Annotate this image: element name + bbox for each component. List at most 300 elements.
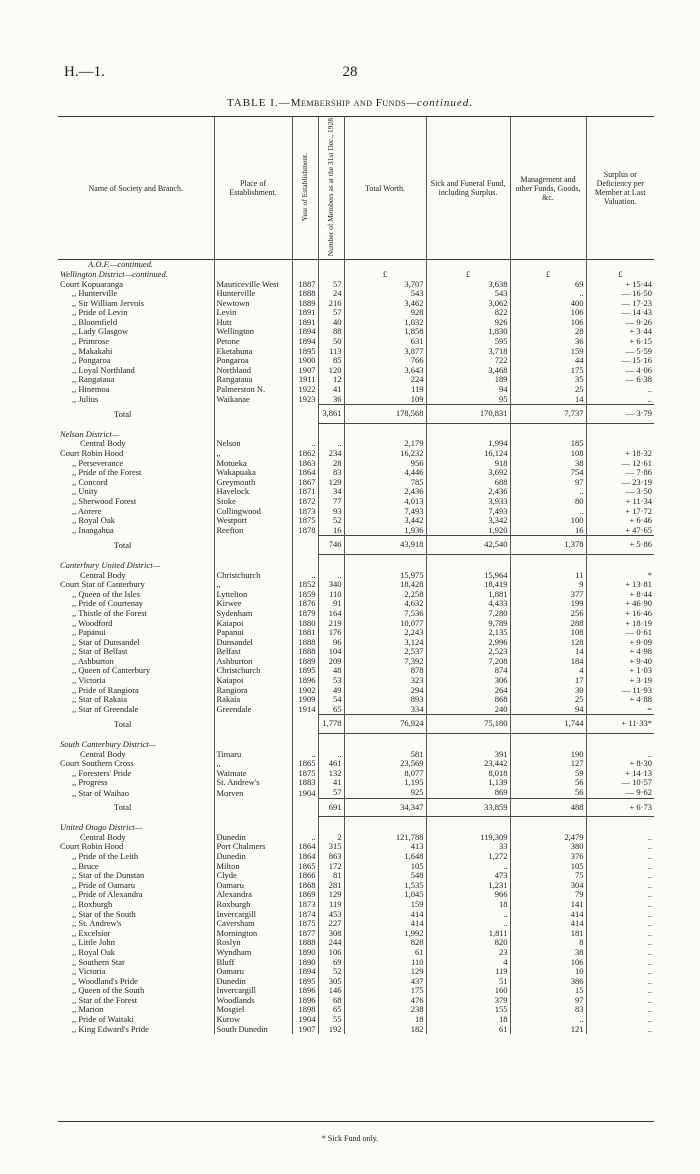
- sick-funeral-fund: 33: [426, 842, 510, 852]
- surplus-per-member: ..: [586, 929, 654, 939]
- empty-cell: [214, 536, 292, 555]
- management-funds: 79: [510, 890, 586, 900]
- management-funds: 38: [510, 459, 586, 469]
- surplus-per-member: ..: [586, 881, 654, 891]
- total-members: 3,861: [318, 405, 344, 424]
- total-worth: 224: [344, 375, 426, 385]
- table-row: [58, 289, 654, 299]
- total-worth: 8,077: [344, 769, 426, 779]
- place-of-establishment: Oamaru: [214, 881, 292, 891]
- management-funds: 83: [510, 1005, 586, 1015]
- total-label: Total: [114, 802, 132, 813]
- place-of-establishment: Reefton: [214, 526, 292, 536]
- empty-cell: [214, 430, 292, 440]
- table-row: [58, 666, 654, 676]
- district-heading-row: [58, 270, 654, 280]
- place-of-establishment: Milton: [214, 862, 292, 872]
- member-count: 234: [318, 449, 344, 459]
- total-worth: 1,032: [344, 318, 426, 328]
- management-funds: 25: [510, 695, 586, 705]
- member-count: 88: [318, 327, 344, 337]
- year-established: 1862: [292, 449, 318, 459]
- total-worth: 121,788: [344, 833, 426, 843]
- branch-name: ,, Queen of the Isles: [72, 589, 140, 599]
- place-of-establishment: Dunedin: [214, 852, 292, 862]
- place-of-establishment: Havelock: [214, 487, 292, 497]
- sick-funeral-fund: 1,881: [426, 590, 510, 600]
- branch-name: Court Star of Canterbury: [60, 580, 145, 590]
- branch-name: Court Robin Hood: [60, 449, 124, 458]
- branch-name: ,, King Edward's Pride: [72, 1024, 149, 1034]
- member-count: 216: [318, 299, 344, 309]
- branch-name: ,, Royal Oak: [72, 516, 115, 526]
- management-funds: 386: [510, 977, 586, 987]
- total-worth: 414: [344, 910, 426, 920]
- branch-name: ,, Pride of Courtenay: [72, 599, 144, 609]
- place-of-establishment: Nelson: [214, 439, 292, 449]
- total-worth: 766: [344, 356, 426, 366]
- branch-name: ,, Loyal Northland: [72, 365, 135, 375]
- sick-funeral-fund: 926: [426, 318, 510, 328]
- table-row: [58, 647, 654, 657]
- table-row: [58, 759, 654, 769]
- total-worth-sum: 34,347: [344, 798, 426, 817]
- surplus-per-member: ..: [586, 833, 654, 843]
- empty-cell: [292, 536, 318, 555]
- year-established: 1864: [292, 852, 318, 862]
- year-established: 1872: [292, 497, 318, 507]
- total-members: 691: [318, 798, 344, 817]
- empty-cell: [214, 270, 292, 280]
- total-worth: 2,436: [344, 487, 426, 497]
- management-funds: 97: [510, 996, 586, 1006]
- year-established: 1863: [292, 459, 318, 469]
- branch-name: ,, Primrose: [72, 337, 110, 347]
- place-of-establishment: Timaru: [214, 750, 292, 760]
- place-of-establishment: Roslyn: [214, 938, 292, 948]
- district-heading: Canterbury United District—: [60, 560, 161, 570]
- year-established: 1883: [292, 778, 318, 788]
- table-row: [58, 705, 654, 715]
- member-count: 192: [318, 1025, 344, 1035]
- total-worth: 3,877: [344, 347, 426, 357]
- member-count: 281: [318, 881, 344, 891]
- total-worth-sum: 43,918: [344, 536, 426, 555]
- branch-name: ,, Bruce: [72, 861, 99, 871]
- member-count: 57: [318, 788, 344, 798]
- sick-funeral-fund: ..: [426, 910, 510, 920]
- year-established: 1871: [292, 487, 318, 497]
- year-established: ..: [292, 439, 318, 449]
- member-count: 41: [318, 385, 344, 395]
- page-number: 28: [342, 64, 358, 80]
- year-established: 1859: [292, 590, 318, 600]
- branch-name: Central Body: [80, 749, 126, 759]
- total-worth: 893: [344, 695, 426, 705]
- year-established: 1888: [292, 289, 318, 299]
- branch-name: ,, Concord: [72, 477, 108, 487]
- place-of-establishment: Mornington: [214, 929, 292, 939]
- member-count: 91: [318, 599, 344, 609]
- branch-name: ,, Hunterville: [72, 289, 118, 299]
- management-funds: 97: [510, 478, 586, 488]
- col-header-sick: Sick and Funeral Fund, including Surplus.: [426, 117, 510, 260]
- total-worth: 7,392: [344, 657, 426, 667]
- management-funds: ..: [510, 289, 586, 299]
- year-established: 1891: [292, 318, 318, 328]
- total-worth: 3,707: [344, 280, 426, 290]
- surplus-per-member: ..: [586, 919, 654, 929]
- sick-funeral-fund: 18: [426, 900, 510, 910]
- member-count: 54: [318, 695, 344, 705]
- empty-cell: [214, 715, 292, 734]
- branch-name: ,, Foresters' Pride: [72, 768, 132, 778]
- sick-funeral-fund: 4: [426, 958, 510, 968]
- table-row: [58, 871, 654, 881]
- year-established: 1877: [292, 929, 318, 939]
- year-established: 1875: [292, 516, 318, 526]
- branch-name: ,, Roxburgh: [72, 899, 113, 909]
- sick-funeral-fund: 966: [426, 890, 510, 900]
- member-count: 50: [318, 337, 344, 347]
- table-row: [58, 986, 654, 996]
- col-header-year: [292, 117, 318, 260]
- place-of-establishment: ,,: [214, 759, 292, 769]
- currency-symbol: £: [586, 270, 654, 280]
- member-count: 57: [318, 280, 344, 290]
- surplus-per-member: + 8·44: [586, 590, 654, 600]
- table-row: [58, 862, 654, 872]
- member-count: 55: [318, 1015, 344, 1025]
- sick-funeral-fund: 869: [426, 788, 510, 798]
- member-count: 48: [318, 666, 344, 676]
- member-count: 164: [318, 609, 344, 619]
- management-funds: 15: [510, 986, 586, 996]
- total-row: [58, 405, 654, 424]
- member-count: 119: [318, 900, 344, 910]
- total-worth: 1,858: [344, 327, 426, 337]
- year-established: 1894: [292, 967, 318, 977]
- total-worth: 323: [344, 676, 426, 686]
- total-worth: 2,258: [344, 590, 426, 600]
- management-funds: 8: [510, 938, 586, 948]
- management-funds: 159: [510, 347, 586, 357]
- place-of-establishment: Waikanae: [214, 395, 292, 405]
- table-row: [58, 347, 654, 357]
- total-worth: 18: [344, 1015, 426, 1025]
- year-established: 1894: [292, 337, 318, 347]
- branch-name: ,, Marion: [72, 1005, 104, 1015]
- surplus-per-member: — 15·16: [586, 356, 654, 366]
- year-established: 1875: [292, 919, 318, 929]
- total-worth: 1,195: [344, 778, 426, 788]
- branch-name: ,, Woodland's Pride: [72, 976, 138, 986]
- member-count: 12: [318, 375, 344, 385]
- total-worth: 414: [344, 919, 426, 929]
- surplus-per-member: + 14·13: [586, 769, 654, 779]
- table-row: [58, 487, 654, 497]
- sick-funeral-fund: 3,692: [426, 468, 510, 478]
- surplus-per-member: + 8·30: [586, 759, 654, 769]
- member-count: 34: [318, 487, 344, 497]
- surplus-per-member: — 16·50: [586, 289, 654, 299]
- total-management: 1,378: [510, 536, 586, 555]
- management-funds: ..: [510, 1015, 586, 1025]
- surplus-per-member: ..: [586, 750, 654, 760]
- surplus-per-member: + 6·46: [586, 516, 654, 526]
- place-of-establishment: Rangataua: [214, 375, 292, 385]
- management-funds: ..: [510, 507, 586, 517]
- surplus-per-member: — 10·57: [586, 778, 654, 788]
- member-count: 308: [318, 929, 344, 939]
- surplus-per-member: — 12·61: [586, 459, 654, 469]
- table-row: [58, 516, 654, 526]
- management-funds: 141: [510, 900, 586, 910]
- surplus-per-member: — 23·19: [586, 478, 654, 488]
- management-funds: 106: [510, 958, 586, 968]
- sick-funeral-fund: 379: [426, 996, 510, 1006]
- member-count: 129: [318, 890, 344, 900]
- surplus-per-member: — 4·06: [586, 366, 654, 376]
- branch-name: ,, Inangahua: [72, 525, 114, 536]
- year-established: 1865: [292, 862, 318, 872]
- branch-name: Central Body: [80, 832, 126, 842]
- total-worth: 1,045: [344, 890, 426, 900]
- empty-cell: [292, 798, 318, 817]
- management-funds: 105: [510, 862, 586, 872]
- surplus-per-member: + 4·88: [586, 695, 654, 705]
- surplus-per-member: ..: [586, 1025, 654, 1035]
- table-row: [58, 337, 654, 347]
- sick-funeral-fund: 3,342: [426, 516, 510, 526]
- member-count: 28: [318, 459, 344, 469]
- total-worth: 437: [344, 977, 426, 987]
- sick-funeral-fund: 688: [426, 478, 510, 488]
- member-count: 172: [318, 862, 344, 872]
- table-title-main: Membership and Funds: [290, 97, 407, 109]
- table-title-suffix: —continued.: [406, 97, 474, 109]
- surplus-per-member: — 3·50: [586, 487, 654, 497]
- place-of-establishment: Northland: [214, 366, 292, 376]
- sick-funeral-fund: 3,638: [426, 280, 510, 290]
- bottom-rule: [58, 1121, 654, 1122]
- place-of-establishment: Wakapuaka: [214, 468, 292, 478]
- empty-cell: [214, 798, 292, 817]
- table-row: [58, 599, 654, 609]
- year-established: 1890: [292, 948, 318, 958]
- surplus-per-member: ..: [586, 842, 654, 852]
- year-established: 1864: [292, 842, 318, 852]
- place-of-establishment: Pongaroa: [214, 356, 292, 366]
- total-row: [58, 715, 654, 734]
- table-row: [58, 299, 654, 309]
- branch-name: Central Body: [80, 570, 126, 580]
- empty-cell: [214, 561, 292, 571]
- empty-cell: [214, 740, 292, 750]
- membership-funds-table: [58, 116, 654, 1034]
- branch-name: ,, Rangataua: [72, 375, 115, 385]
- surplus-per-member: — 9·26: [586, 318, 654, 328]
- surplus-per-member: + 4·98: [586, 647, 654, 657]
- surplus-per-member: ..: [586, 948, 654, 958]
- year-established: 1904: [292, 1015, 318, 1025]
- surplus-per-member: + 6·15: [586, 337, 654, 347]
- total-label: Total: [114, 718, 132, 729]
- year-established: 1868: [292, 881, 318, 891]
- sick-funeral-fund: 94: [426, 385, 510, 395]
- total-worth: 631: [344, 337, 426, 347]
- sick-funeral-fund: 391: [426, 750, 510, 760]
- place-of-establishment: Mauriceville West: [214, 280, 292, 290]
- place-of-establishment: Westport: [214, 516, 292, 526]
- branch-name: ,, Queen of the South: [72, 986, 145, 996]
- table-row: [58, 609, 654, 619]
- total-worth: 581: [344, 750, 426, 760]
- member-count: 36: [318, 395, 344, 405]
- member-count: 52: [318, 967, 344, 977]
- member-count: 129: [318, 478, 344, 488]
- branch-name: ,, Hinemoa: [72, 385, 110, 395]
- table-row: [58, 750, 654, 760]
- sick-funeral-fund: 160: [426, 986, 510, 996]
- place-of-establishment: Mosgiel: [214, 1005, 292, 1015]
- total-worth: 334: [344, 705, 426, 715]
- branch-name: ,, Aorere: [72, 506, 102, 516]
- place-of-establishment: Collingwood: [214, 507, 292, 517]
- district-heading-row: [58, 740, 654, 750]
- management-funds: 185: [510, 439, 586, 449]
- year-established: 1911: [292, 375, 318, 385]
- year-established: 1888: [292, 647, 318, 657]
- section-heading-row: [58, 260, 654, 270]
- surplus-per-member: ..: [586, 996, 654, 1006]
- table-row: [58, 497, 654, 507]
- management-funds: 128: [510, 638, 586, 648]
- place-of-establishment: Kirwee: [214, 599, 292, 609]
- member-count: 77: [318, 497, 344, 507]
- place-of-establishment: Greendale: [214, 705, 292, 715]
- branch-name: ,, Progress: [72, 778, 108, 788]
- surplus-per-member: ..: [586, 986, 654, 996]
- surplus-per-member: ..: [586, 900, 654, 910]
- management-funds: 184: [510, 657, 586, 667]
- col-header-year-text: Year of Establishment.: [300, 153, 309, 222]
- total-worth: 2,243: [344, 628, 426, 638]
- branch-name: ,, Victoria: [72, 967, 106, 977]
- table-row: [58, 507, 654, 517]
- table-row: [58, 308, 654, 318]
- year-established: 1922: [292, 385, 318, 395]
- place-of-establishment: Morven: [214, 788, 292, 798]
- surplus-per-member: ..: [586, 977, 654, 987]
- member-count: ..: [318, 439, 344, 449]
- place-of-establishment: Invercargill: [214, 986, 292, 996]
- table-row: [58, 571, 654, 581]
- management-funds: 2,479: [510, 833, 586, 843]
- branch-name: ,, Bloomfield: [72, 317, 118, 327]
- member-count: 69: [318, 958, 344, 968]
- table-row: [58, 439, 654, 449]
- member-count: 2: [318, 833, 344, 843]
- place-of-establishment: Kurow: [214, 1015, 292, 1025]
- district-heading: South Canterbury District—: [60, 740, 157, 750]
- management-funds: 256: [510, 609, 586, 619]
- year-established: 1909: [292, 695, 318, 705]
- management-funds: 181: [510, 929, 586, 939]
- total-worth: 878: [344, 666, 426, 676]
- total-management: 7,737: [510, 405, 586, 424]
- total-sick-fund: 33,859: [426, 798, 510, 817]
- total-members: 746: [318, 536, 344, 555]
- place-of-establishment: Waimate: [214, 769, 292, 779]
- total-worth: 548: [344, 871, 426, 881]
- branch-name: ,, Sherwood Forest: [72, 496, 137, 506]
- year-established: 1879: [292, 609, 318, 619]
- member-count: 132: [318, 769, 344, 779]
- management-funds: 106: [510, 308, 586, 318]
- year-established: 1864: [292, 468, 318, 478]
- branch-name: ,, Pride of Levin: [72, 308, 128, 318]
- table-body: [58, 260, 654, 1034]
- management-funds: 25: [510, 385, 586, 395]
- place-of-establishment: Roxburgh: [214, 900, 292, 910]
- surplus-per-member: *: [586, 571, 654, 581]
- member-count: ..: [318, 571, 344, 581]
- branch-name: ,, Star of Greendale: [72, 704, 139, 715]
- branch-name: ,, Pride of Oamaru: [72, 880, 136, 890]
- total-worth: 1,648: [344, 852, 426, 862]
- empty-cell: [214, 260, 292, 270]
- table-row: [58, 580, 654, 590]
- place-of-establishment: Dunedin: [214, 977, 292, 987]
- branch-name: ,, Pride of Alexandra: [72, 890, 143, 900]
- year-established: 1867: [292, 478, 318, 488]
- member-count: 146: [318, 986, 344, 996]
- total-label: Total: [114, 539, 132, 550]
- surplus-per-member: + 11·34: [586, 497, 654, 507]
- sick-funeral-fund: 4,433: [426, 599, 510, 609]
- management-funds: 17: [510, 676, 586, 686]
- total-sick-fund: 170,831: [426, 405, 510, 424]
- year-established: 1891: [292, 308, 318, 318]
- management-funds: 10: [510, 967, 586, 977]
- table-row: [58, 318, 654, 328]
- currency-symbol: £: [510, 270, 586, 280]
- total-surplus: + 5·86: [586, 536, 654, 555]
- total-worth: 928: [344, 308, 426, 318]
- document-reference: H.—1.: [64, 64, 105, 80]
- surplus-per-member: + 1·03: [586, 666, 654, 676]
- management-funds: ..: [510, 487, 586, 497]
- total-surplus: — 3·79: [586, 405, 654, 424]
- total-worth: 18,428: [344, 580, 426, 590]
- management-funds: 35: [510, 375, 586, 385]
- total-worth: 2,537: [344, 647, 426, 657]
- table-row: [58, 356, 654, 366]
- surplus-per-member: — 5·59: [586, 347, 654, 357]
- surplus-per-member: ..: [586, 385, 654, 395]
- year-established: 1907: [292, 1025, 318, 1035]
- surplus-per-member: — 11·93: [586, 686, 654, 696]
- total-worth: 7,536: [344, 609, 426, 619]
- year-established: 1890: [292, 958, 318, 968]
- table-row: [58, 280, 654, 290]
- table-row: [58, 385, 654, 395]
- total-worth: 16,232: [344, 449, 426, 459]
- management-funds: 75: [510, 871, 586, 881]
- sick-funeral-fund: 3,062: [426, 299, 510, 309]
- branch-name: ,, Ashburton: [72, 656, 114, 666]
